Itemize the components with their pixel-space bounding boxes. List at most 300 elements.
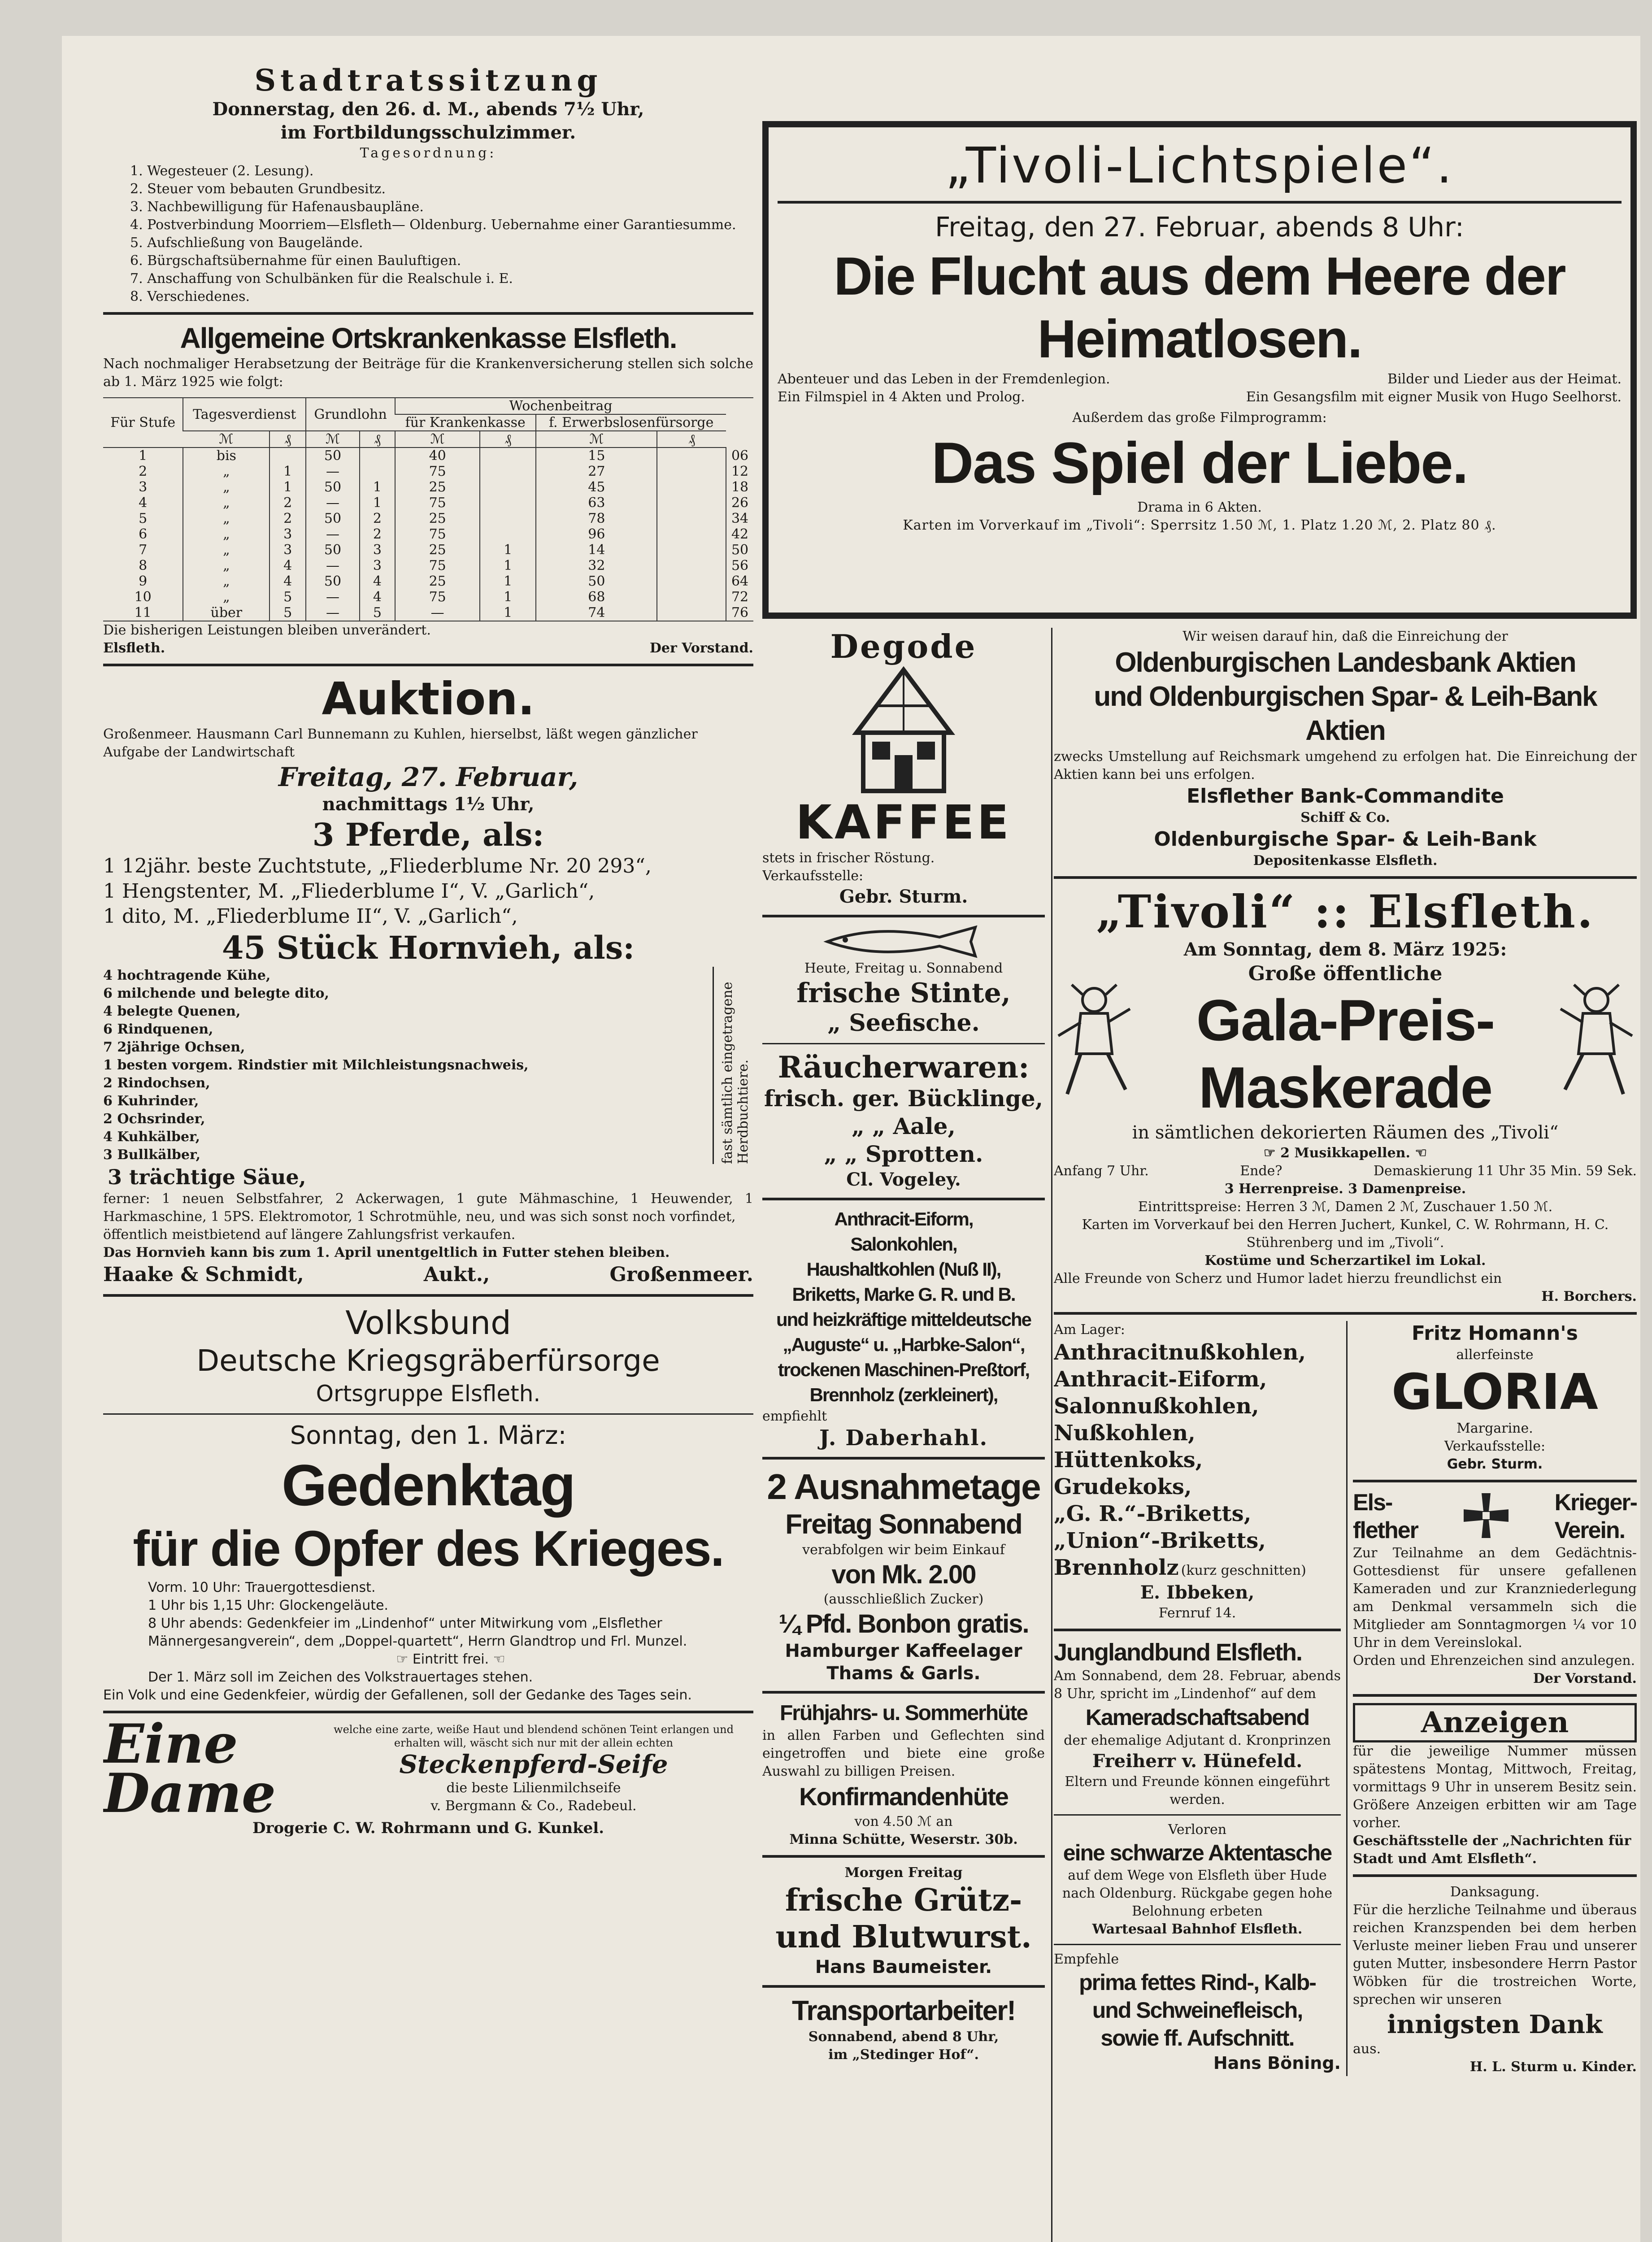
verloren-t1: eine schwarze Aktentasche bbox=[1063, 1840, 1332, 1865]
bank-t2: und Oldenburgischen Spar- & Leih-Bank Aktien bbox=[1094, 681, 1597, 746]
hand-left-icon: ☜ bbox=[1410, 1145, 1427, 1161]
fish-ad bbox=[762, 924, 1045, 1191]
aok-place: Elsfleth. bbox=[103, 640, 165, 656]
column-left bbox=[103, 63, 753, 1838]
lager-line: Anthracit-Eiform, bbox=[1054, 1367, 1267, 1392]
gala-start: Anfang 7 Uhr. bbox=[1054, 1163, 1149, 1179]
divider bbox=[762, 1198, 1045, 1200]
divider bbox=[778, 201, 1622, 204]
aok-sign: Der Vorstand. bbox=[649, 640, 753, 656]
table-cell: — bbox=[395, 605, 480, 621]
auktion-cattle-block bbox=[103, 967, 753, 1164]
gala-times bbox=[1054, 1162, 1637, 1180]
fish-t7: „ „ Sprotten. bbox=[824, 1141, 983, 1167]
jungland-guests: Eltern und Freunde können eingeführt werden. bbox=[1065, 1774, 1330, 1808]
table-cell: über bbox=[183, 605, 270, 621]
ausnahme-t4: von Mk. 2.00 bbox=[831, 1560, 976, 1589]
table-cell: 78 bbox=[536, 511, 657, 526]
table-cell: — bbox=[306, 558, 360, 574]
list-item: 4. Postverbindung Moorriem—Elsfleth— Oldenburg. Uebernahme einer Garantiesumme. bbox=[130, 217, 736, 233]
table-cell: 1 bbox=[480, 558, 536, 574]
table-row bbox=[103, 464, 753, 479]
table-cell bbox=[480, 448, 536, 464]
column-middle bbox=[762, 628, 1052, 2242]
anzeigen-notice bbox=[1353, 1703, 1637, 1868]
list-item: 1. Wegesteuer (2. Lesung). bbox=[130, 163, 314, 179]
table-row bbox=[103, 589, 753, 605]
tivoli-top-title: „Tivoli-Lichtspiele“. bbox=[945, 137, 1454, 194]
anzeigen-title: Anzeigen bbox=[1353, 1703, 1637, 1742]
hats-t2: in allen Farben und Geflechten sind eingetroffen und biete eine große Auswahl zu billigen Preisen. bbox=[762, 1728, 1045, 1779]
degode-s2: Verkaufsstelle: bbox=[762, 868, 864, 884]
column-right bbox=[1054, 628, 1637, 2242]
aok-table-body bbox=[103, 448, 753, 621]
table-cell bbox=[480, 464, 536, 479]
table-cell bbox=[270, 448, 306, 464]
tivoli-top-film1: Die Flucht aus dem Heere der Heimatlosen. bbox=[834, 246, 1565, 369]
table-cell: 96 bbox=[536, 526, 657, 542]
table-cell: „ bbox=[183, 589, 270, 605]
table-cell: 6 bbox=[139, 526, 148, 542]
table-cell: 27 bbox=[536, 464, 657, 479]
jungland-title: Junglandbund Elsfleth. bbox=[1054, 1639, 1302, 1666]
table-cell: 64 bbox=[726, 574, 753, 589]
table-cell: 76 bbox=[726, 605, 753, 621]
th-m: ℳ bbox=[536, 431, 657, 448]
list-item: 6. Bürgschaftsübernahme für einen Bauluftigen. bbox=[130, 253, 461, 269]
fish-t5: frisch. ger. Bücklinge, bbox=[764, 1085, 1043, 1112]
divider bbox=[762, 915, 1045, 917]
table-cell: 5 bbox=[139, 511, 148, 526]
lager-wood bbox=[1054, 1554, 1341, 1581]
table-cell: 11 bbox=[134, 605, 152, 621]
auktion-intro: Großenmeer. Hausmann Carl Bunnemann zu Kuhlen, hierselbst, läßt wegen gänzlicher Aufgabe der Landwirtschaft bbox=[103, 726, 698, 760]
table-cell: 25 bbox=[395, 511, 480, 526]
gloria-t5: Verkaufsstelle: bbox=[1444, 1438, 1546, 1454]
gloria-ad bbox=[1353, 1321, 1637, 1473]
divider bbox=[103, 312, 753, 315]
krieger-sign: Der Vorstand. bbox=[1533, 1671, 1637, 1686]
gala-sub: Große öffentliche bbox=[1248, 962, 1443, 985]
jungland-speaker2: Freiherr v. Hünefeld. bbox=[1092, 1751, 1303, 1772]
auktion-horse-3: 1 dito, M. „Fliederblume II“, V. „Garlich“, bbox=[103, 905, 518, 928]
jungland-speaker1: der ehemalige Adjutant d. Kronprinzen bbox=[1064, 1733, 1331, 1748]
table-cell: 25 bbox=[395, 574, 480, 589]
auktion-horse-1: 1 12jähr. beste Zuchtstute, „Fliederblume Nr. 20 293“, bbox=[103, 855, 652, 878]
auktion-terms: öffentlich meistbietend auf längere Zahlungsfrist verkaufen. bbox=[103, 1227, 516, 1243]
table-cell: „ bbox=[183, 526, 270, 542]
table-cell: „ bbox=[183, 542, 270, 558]
list-item: 5. Aufschließung von Baugelände. bbox=[130, 235, 363, 251]
fish-t4: Räucherwaren: bbox=[778, 1050, 1030, 1085]
table-cell: 4 bbox=[360, 589, 395, 605]
volksbund-t1: Volksbund bbox=[345, 1304, 511, 1342]
volksbund-big1: Gedenktag bbox=[282, 1452, 575, 1518]
volksbund-t2: Deutsche Kriegsgräberfürsorge bbox=[196, 1343, 660, 1378]
table-cell: 63 bbox=[536, 495, 657, 511]
auktion-cattle: 45 Stück Hornvieh, als: bbox=[222, 929, 635, 966]
th-pf: ₰ bbox=[360, 431, 395, 448]
degode-ad bbox=[762, 628, 1045, 908]
fish-t6: „ „ Aale, bbox=[852, 1113, 956, 1139]
list-item: 2 Rindochsen, bbox=[103, 1075, 210, 1091]
table-cell: — bbox=[306, 464, 360, 479]
gala-music-text: 2 Musikkapellen. bbox=[1280, 1145, 1410, 1161]
krieger-ad bbox=[1353, 1489, 1637, 1688]
table-cell bbox=[657, 479, 726, 495]
bank-s3: Oldenburgische Spar- & Leih-Bank bbox=[1154, 828, 1537, 851]
table-cell: 75 bbox=[395, 495, 480, 511]
auktion-further: ferner: 1 neuen Selbstfahrer, 2 Ackerwagen, 1 gute Mähmaschine, 1 Heuwender, 1 Harkmaschine, 1 5PS. Elektromotor, 1 Schrotmühle, neu, und was sich sonst noch vorfindet, bbox=[103, 1191, 753, 1225]
dame-script: Eine Dame bbox=[103, 1712, 276, 1825]
auktion-notice bbox=[103, 673, 753, 1288]
divider bbox=[762, 1985, 1045, 1988]
krieger-orders: Orden und Ehrenzeichen sind anzulegen. bbox=[1353, 1653, 1635, 1668]
table-cell: 1 bbox=[480, 542, 536, 558]
table-cell bbox=[657, 542, 726, 558]
jester-right-icon bbox=[1556, 982, 1637, 1100]
table-cell: 2 bbox=[360, 526, 395, 542]
jungland-ad bbox=[1054, 1638, 1341, 1809]
table-cell: 1 bbox=[360, 495, 395, 511]
ausnahme-t1: 2 Ausnahmetage bbox=[767, 1467, 1040, 1507]
table-row bbox=[103, 511, 753, 526]
gala-entry: Eintrittspreise: Herren 3 ℳ, Damen 2 ℳ, Zuschauer 1.50 ℳ. bbox=[1138, 1199, 1553, 1215]
fish-t8: Cl. Vogeley. bbox=[846, 1169, 961, 1190]
table-cell bbox=[480, 511, 536, 526]
th-kranken: für Krankenkasse bbox=[395, 414, 536, 431]
tivoli-top-l2 bbox=[778, 388, 1622, 406]
volksbund-free-text: Eintritt frei. bbox=[412, 1651, 489, 1667]
fish-icon bbox=[762, 924, 1045, 960]
right-split-right bbox=[1348, 1321, 1637, 2076]
gala-presale: Karten im Vorverkauf bei den Herren Juchert, Kunkel, C. W. Rohrmann, H. C. Stührenberg und im „Tivoli“. bbox=[1082, 1217, 1609, 1251]
fleisch-sign: Hans Böning. bbox=[1213, 2053, 1341, 2073]
table-cell bbox=[657, 464, 726, 479]
list-item: 7 2jährige Ochsen, bbox=[103, 1039, 245, 1055]
bank-intro: Wir weisen darauf hin, daß die Einreichung der bbox=[1182, 629, 1508, 644]
bank-text: zwecks Umstellung auf Reichsmark umgehend zu erfolgen hat. Die Einreichung der Aktien kann bei uns erfolgen. bbox=[1054, 749, 1637, 782]
list-item: 2 Ochsrinder, bbox=[103, 1111, 205, 1127]
gala-sign: H. Borchers. bbox=[1541, 1289, 1637, 1304]
gala-title: „Tivoli“ :: Elsfleth. bbox=[1096, 885, 1595, 938]
ausnahme-t7: Hamburger Kaffeelager bbox=[785, 1641, 1022, 1661]
table-cell: 2 bbox=[139, 464, 148, 479]
tivoli-lichtspiele-ad bbox=[762, 121, 1637, 619]
list-item: 3 Bullkälber, bbox=[103, 1147, 201, 1163]
coal-line: „Auguste“ u. „Harbke-Salon“, bbox=[783, 1334, 1025, 1355]
aok-footer bbox=[103, 639, 753, 657]
table-cell: 1 bbox=[139, 448, 148, 464]
transport-t2: Sonnabend, abend 8 Uhr, bbox=[808, 2029, 999, 2045]
table-cell: 4 bbox=[270, 574, 306, 589]
transport-t1: Transportarbeiter! bbox=[791, 1995, 1016, 2026]
th-grund: Grundlohn bbox=[306, 398, 395, 431]
krieger-t4: Verein. bbox=[1554, 1517, 1625, 1543]
gala-prizes: 3 Herrenpreise. 3 Damenpreise. bbox=[1224, 1181, 1466, 1197]
lager-line: Hüttenkoks, bbox=[1054, 1447, 1203, 1473]
anzeigen-sign: Geschäftsstelle der „Nachrichten für Stadt und Amt Elsfleth“. bbox=[1353, 1833, 1631, 1867]
table-cell: 50 bbox=[306, 542, 360, 558]
auktion-sign-left: Haake & Schmidt, bbox=[103, 1263, 304, 1286]
list-item: 2. Steuer vom bebauten Grundbesitz. bbox=[130, 181, 386, 197]
fish-t2: frische Stinte, bbox=[796, 978, 1011, 1009]
krieger-text: Zur Teilnahme an dem Gedächtnis-Gottesdienst für unsere gefallenen Kameraden und zur Kranzniederlegung am Denkmal versammeln sich die Mitglieder am Sonntagmorgen ¼ vor 10 Uhr in dem Vereinslokal. bbox=[1353, 1545, 1637, 1651]
coal-line: und heizkräftige mitteldeutsche bbox=[776, 1309, 1031, 1330]
table-cell: 12 bbox=[726, 464, 753, 479]
list-item: 4 Kuhkälber, bbox=[103, 1129, 200, 1145]
table-cell bbox=[657, 605, 726, 621]
hats-t1: Frühjahrs- u. Sommerhüte bbox=[779, 1701, 1028, 1725]
table-cell: 32 bbox=[536, 558, 657, 574]
table-row bbox=[103, 574, 753, 589]
volksbund-p1: Vorm. 10 Uhr: Trauergottesdienst. bbox=[148, 1580, 376, 1595]
volksbund-t3: Ortsgruppe Elsfleth. bbox=[316, 1381, 541, 1407]
divider bbox=[762, 1855, 1045, 1858]
divider bbox=[1054, 1629, 1341, 1631]
th-m: ℳ bbox=[183, 431, 270, 448]
gala-date: Am Sonntag, dem 8. März 1925: bbox=[1183, 939, 1507, 960]
dank-notice bbox=[1353, 1883, 1637, 2076]
th-pf: ₰ bbox=[657, 431, 726, 448]
table-cell: 3 bbox=[270, 542, 306, 558]
jungland-text: Am Sonnabend, dem 28. Februar, abends 8 Uhr, spricht im „Lindenhof“ auf dem bbox=[1054, 1668, 1341, 1702]
degode-title: Degode bbox=[830, 628, 977, 665]
table-cell: 9 bbox=[139, 574, 148, 589]
right-split-left bbox=[1054, 1321, 1348, 2076]
table-cell bbox=[657, 495, 726, 511]
divider bbox=[103, 1413, 753, 1415]
list-item: 6 Kuhrinder, bbox=[103, 1093, 199, 1109]
gala-costume: Kostüme und Scherzartikel im Lokal. bbox=[1204, 1253, 1486, 1269]
volksbund-program bbox=[103, 1579, 753, 1668]
aok-title: Allgemeine Ortskrankenkasse Elsfleth. bbox=[180, 322, 677, 354]
table-cell: 2 bbox=[360, 511, 395, 526]
hats-t4: von 4.50 ℳ an bbox=[854, 1814, 953, 1829]
th-wochen: Wochenbeitrag bbox=[395, 398, 726, 414]
table-cell: 06 bbox=[726, 448, 753, 464]
table-cell: 4 bbox=[270, 558, 306, 574]
table-cell: 10 bbox=[134, 589, 152, 605]
lager-line: „Union“-Briketts, bbox=[1054, 1528, 1266, 1553]
tivoli-top-l1b: Bilder und Lieder aus der Heimat. bbox=[1387, 371, 1622, 387]
jungland-event: Kameradschaftsabend bbox=[1085, 1705, 1309, 1730]
list-item: 1 besten vorgem. Rindstier mit Milchleistungsnachweis, bbox=[103, 1057, 529, 1073]
lager-ad bbox=[1054, 1321, 1341, 1622]
divider bbox=[1054, 1312, 1637, 1315]
divider bbox=[103, 1294, 753, 1297]
th-m: ℳ bbox=[395, 431, 480, 448]
table-cell: 2 bbox=[270, 511, 306, 526]
stadtrat-title: Stadtratssitzung bbox=[254, 63, 602, 98]
th-pf: ₰ bbox=[480, 431, 536, 448]
dame-ad bbox=[103, 1712, 753, 1825]
gala-demask: Demaskierung 11 Uhr 35 Min. 59 Sek. bbox=[1373, 1163, 1637, 1179]
hats-t5: Minna Schütte, Weserstr. 30b. bbox=[789, 1832, 1018, 1847]
ausnahme-t6: ¼ Pfd. Bonbon gratis. bbox=[778, 1609, 1029, 1638]
krieger-t3: Krieger- bbox=[1554, 1490, 1637, 1516]
auktion-horses: 3 Pferde, als: bbox=[312, 816, 544, 853]
auktion-sign bbox=[103, 1262, 753, 1288]
table-cell bbox=[480, 479, 536, 495]
table-cell: 15 bbox=[536, 448, 657, 464]
stadtrat-when: Donnerstag, den 26. d. M., abends 7½ Uhr, bbox=[212, 99, 644, 120]
anzeigen-text: für die jeweilige Nummer müssen spätestens Montag, Mittwoch, Freitag, vormittags 9 Uhr in unserem Besitz sein. Größere Anzeigen erbitten wir am Tage vorher. bbox=[1353, 1743, 1637, 1831]
dame-shops: Drogerie C. W. Rohrmann und G. Kunkel. bbox=[252, 1819, 604, 1837]
table-cell bbox=[480, 495, 536, 511]
aok-table bbox=[103, 397, 753, 621]
divider bbox=[103, 664, 753, 666]
table-cell: 25 bbox=[395, 479, 480, 495]
table-cell: 4 bbox=[360, 574, 395, 589]
table-cell: 8 bbox=[139, 558, 148, 574]
table-cell: — bbox=[306, 605, 360, 621]
ausnahme-t3: verabfolgen wir beim Einkauf bbox=[802, 1542, 1005, 1558]
table-cell: „ bbox=[183, 511, 270, 526]
transport-ad bbox=[762, 1994, 1045, 2064]
table-row bbox=[103, 526, 753, 542]
table-cell: „ bbox=[183, 574, 270, 589]
gloria-t2: allerfeinste bbox=[1456, 1347, 1534, 1363]
tivoli-top-drama: Drama in 6 Akten. bbox=[1137, 500, 1262, 515]
ausnahme-t5: (ausschließlich Zucker) bbox=[823, 1591, 984, 1607]
auktion-sign-right: Großenmeer. bbox=[609, 1263, 753, 1286]
table-cell: 75 bbox=[395, 558, 480, 574]
lager-wood-label: Brennholz bbox=[1054, 1555, 1179, 1580]
th-pf: ₰ bbox=[270, 431, 306, 448]
fleisch-ad bbox=[1054, 1951, 1341, 2074]
fleisch-t2: und Schweinefleisch, bbox=[1092, 1998, 1303, 2023]
divider bbox=[1353, 1694, 1637, 1697]
auktion-time: nachmittags 1½ Uhr, bbox=[322, 794, 535, 815]
table-cell: „ bbox=[183, 479, 270, 495]
divider bbox=[762, 1457, 1045, 1460]
volksbund-free bbox=[148, 1651, 753, 1668]
divider bbox=[1054, 1944, 1341, 1945]
gloria-t3: GLORIA bbox=[1391, 1363, 1598, 1421]
auktion-date: Freitag, 27. Februar, bbox=[278, 762, 578, 792]
list-item: 3. Nachbewilligung für Hafenausbaupläne. bbox=[130, 199, 424, 215]
fish-t1: Heute, Freitag u. Sonnabend bbox=[804, 960, 1003, 976]
bank-s4: Depositenkasse Elsfleth. bbox=[1253, 853, 1438, 869]
wurst-t2: frische Grütz- bbox=[785, 1882, 1022, 1918]
table-cell: 50 bbox=[306, 574, 360, 589]
verloren-ad bbox=[1054, 1821, 1341, 1938]
table-row bbox=[103, 605, 753, 621]
ausnahme-t8: Thams & Garls. bbox=[826, 1663, 981, 1684]
gala-end: Ende? bbox=[1240, 1163, 1282, 1179]
coal-rec: empfiehlt bbox=[762, 1408, 827, 1424]
table-cell: bis bbox=[183, 448, 270, 464]
table-cell: 74 bbox=[536, 605, 657, 621]
list-item: 8. Verschiedenes. bbox=[130, 289, 250, 304]
auktion-pigs: 3 trächtige Säue, bbox=[108, 1165, 306, 1189]
table-cell: — bbox=[306, 526, 360, 542]
table-cell: 68 bbox=[536, 589, 657, 605]
table-cell: — bbox=[306, 495, 360, 511]
fleisch-head: Empfehle bbox=[1054, 1951, 1119, 1967]
coal-line: Haushaltkohlen (Nuß II), bbox=[806, 1259, 1001, 1280]
bank-ad bbox=[1054, 628, 1637, 870]
dame-maker: v. Bergmann & Co., Radebeul. bbox=[430, 1798, 637, 1814]
coal-line: Brennholz (zerkleinert), bbox=[809, 1384, 998, 1405]
table-cell bbox=[657, 574, 726, 589]
dank-sign: H. L. Sturm u. Kinder. bbox=[1469, 2059, 1637, 2075]
table-cell: 1 bbox=[360, 479, 395, 495]
iron-cross-icon bbox=[1459, 1489, 1513, 1544]
table-row bbox=[103, 479, 753, 495]
table-cell: 3 bbox=[270, 526, 306, 542]
gloria-t4: Margarine. bbox=[1456, 1421, 1533, 1436]
table-cell bbox=[657, 448, 726, 464]
lager-head: Am Lager: bbox=[1054, 1322, 1125, 1338]
lager-line: Grudekoks, bbox=[1054, 1474, 1192, 1499]
stadtrat-where: im Fortbildungsschulzimmer. bbox=[280, 122, 576, 143]
degode-kaffee: KAFFEE bbox=[796, 795, 1012, 850]
tivoli-top-l1 bbox=[778, 370, 1622, 388]
lager-wood-note: (kurz geschnitten) bbox=[1181, 1563, 1306, 1578]
bank-s2: Schiff & Co. bbox=[1300, 810, 1390, 826]
table-cell bbox=[657, 526, 726, 542]
table-cell: 75 bbox=[395, 526, 480, 542]
auktion-side-note: fast sämtlich eingetragene Herdbuchtiere. bbox=[720, 982, 751, 1164]
list-item: 4 belegte Quenen, bbox=[103, 1004, 241, 1019]
lager-sign: E. Ibbeken, bbox=[1140, 1582, 1255, 1603]
th-erwerbs: f. Erwerbslosenfürsorge bbox=[536, 414, 726, 431]
coal-ad bbox=[762, 1207, 1045, 1451]
table-cell bbox=[657, 589, 726, 605]
table-cell: 3 bbox=[360, 542, 395, 558]
wurst-t4: Hans Baumeister. bbox=[815, 1957, 992, 1977]
auktion-horse-2: 1 Hengstenter, M. „Fliederblume I“, V. „Garlich“, bbox=[103, 880, 595, 903]
table-cell: 1 bbox=[480, 589, 536, 605]
th-m: ℳ bbox=[306, 431, 360, 448]
aok-notice bbox=[103, 321, 753, 657]
fleisch-t3: sowie ff. Aufschnitt. bbox=[1100, 2025, 1294, 2051]
divider bbox=[1353, 1874, 1637, 1877]
gala-loc: in sämtlichen dekorierten Räumen des „Tivoli“ bbox=[1132, 1122, 1559, 1143]
wurst-ad bbox=[762, 1864, 1045, 1979]
dank-head: Danksagung. bbox=[1450, 1884, 1540, 1900]
table-cell: 45 bbox=[536, 479, 657, 495]
volksbund-big2: für die Opfer des Krieges. bbox=[133, 1521, 724, 1577]
gala-ad bbox=[1054, 885, 1637, 1306]
verloren-head: Verloren bbox=[1168, 1822, 1227, 1838]
table-cell: 72 bbox=[726, 589, 753, 605]
table-cell bbox=[480, 526, 536, 542]
th-tages: Tagesverdienst bbox=[183, 398, 306, 431]
hand-right-icon: ☞ bbox=[1263, 1145, 1281, 1161]
list-item: 4 hochtragende Kühe, bbox=[103, 968, 271, 983]
table-cell: 75 bbox=[395, 464, 480, 479]
bank-s1: Elsflether Bank-Commandite bbox=[1187, 785, 1504, 808]
table-cell: „ bbox=[183, 464, 270, 479]
dank-text: Für die herzliche Teilnahme und überaus reichen Kranzspenden bei dem herben Verluste meiner lieben Frau und unserer guten Mutter, insbesondere Herrn Pastor Wöbken für die trostreichen Worte, sprechen wir unseren bbox=[1353, 1902, 1637, 2007]
lager-line: „G. R.“-Briketts, bbox=[1054, 1501, 1252, 1526]
tivoli-top-l1a: Abenteuer und das Leben in der Fremdenlegion. bbox=[778, 371, 1110, 387]
table-cell: 75 bbox=[395, 589, 480, 605]
divider bbox=[1353, 1480, 1637, 1482]
volksbund-p5: Ein Volk und eine Gedenkfeier, würdig der Gefallenen, soll der Gedanke des Tages sein. bbox=[103, 1687, 692, 1703]
gala-big2: Maskerade bbox=[1198, 1055, 1492, 1120]
table-cell: 34 bbox=[726, 511, 753, 526]
table-cell: 1 bbox=[480, 574, 536, 589]
table-cell: 50 bbox=[306, 448, 360, 464]
table-cell: 1 bbox=[270, 479, 306, 495]
volksbund-p2: 1 Uhr bis 1,15 Uhr: Glockengeläute. bbox=[148, 1598, 388, 1613]
dame-sub: die beste Lilienmilchseife bbox=[446, 1780, 621, 1796]
transport-t3: im „Stedinger Hof“. bbox=[828, 2047, 979, 2063]
